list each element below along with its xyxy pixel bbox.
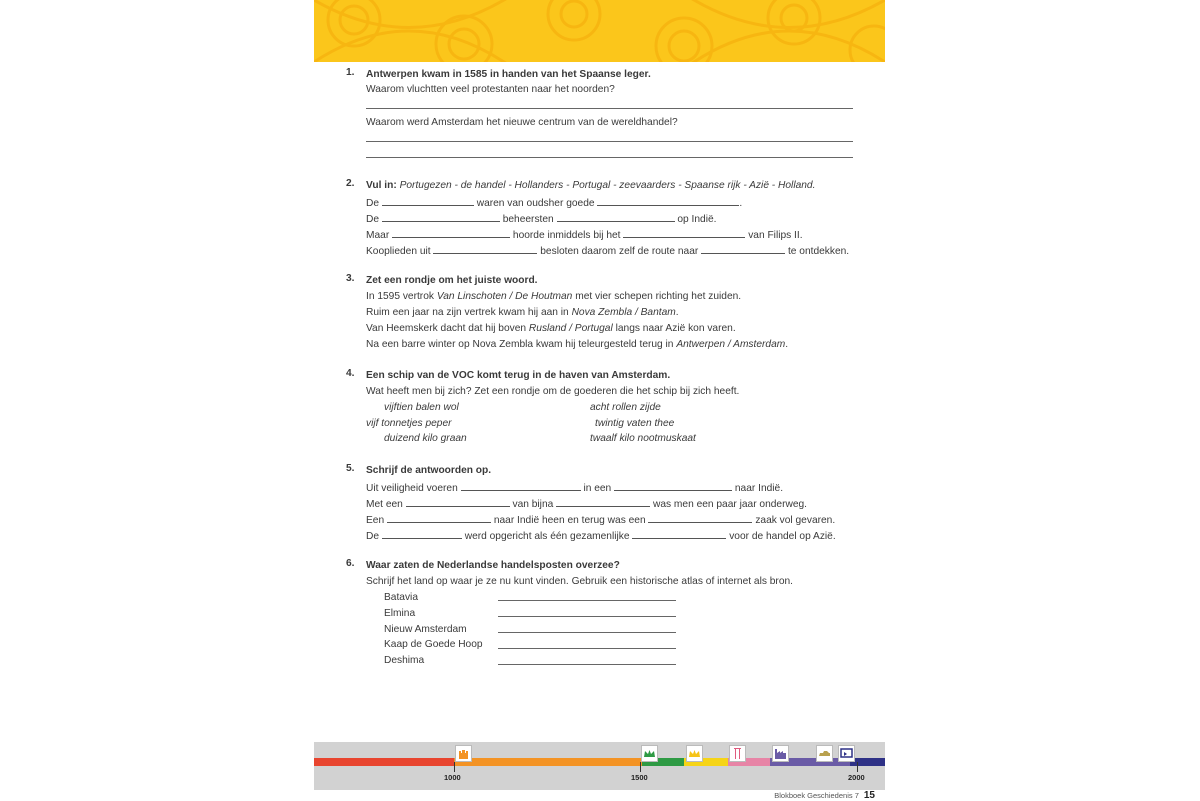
question-prompt: Waarom vluchtten veel protestanten naar het noorden?	[366, 84, 615, 95]
sentence-text: waren van oudsher goede	[476, 198, 595, 209]
fill-in-sentence	[366, 210, 716, 226]
blank-field[interactable]	[623, 226, 745, 238]
sentence-text: Een	[366, 515, 385, 526]
question-number: 6.	[346, 558, 355, 569]
question-number: 2.	[346, 178, 355, 189]
page-number: 15	[863, 790, 875, 801]
answer-line[interactable]	[498, 616, 676, 617]
question-prompt: Wat heeft men bij zich? Zet een rondje om de goederen die het schip bij zich heeft.	[366, 386, 740, 397]
question-number: 1.	[346, 67, 355, 78]
fill-in-sentence	[366, 226, 803, 242]
history-timeline	[314, 742, 885, 790]
choice-options[interactable]: Van Linschoten / De Houtman	[436, 291, 573, 302]
fill-in-sentence	[366, 242, 849, 258]
question-number: 5.	[346, 463, 355, 474]
answer-line[interactable]	[498, 632, 676, 633]
trading-post-label: Elmina	[384, 608, 416, 619]
sentence-text: .	[675, 307, 679, 318]
question-title-line	[366, 178, 815, 194]
blank-field[interactable]	[648, 511, 752, 523]
blank-field[interactable]	[461, 479, 581, 491]
tick-mark	[454, 762, 455, 772]
blank-field[interactable]	[701, 242, 785, 254]
sentence-text: te ontdekken.	[787, 246, 850, 257]
trading-post-label: Nieuw Amsterdam	[384, 624, 467, 635]
sentence-text: Ruim een jaar na zijn vertrek kwam hij aan in	[366, 307, 569, 318]
question-title: Antwerpen kwam in 1585 in handen van het Spaanse leger.	[366, 69, 651, 80]
sentence-text: .	[739, 198, 743, 209]
tick-mark	[640, 762, 641, 772]
sentence-text: was men een paar jaar onderweg.	[652, 499, 808, 510]
tick-mark	[857, 762, 858, 772]
blank-field[interactable]	[382, 527, 462, 539]
question-number: 3.	[346, 273, 355, 284]
sentence-text: van bijna	[512, 499, 554, 510]
goods-option[interactable]: twintig vaten thee	[595, 418, 675, 429]
sentence-text: De	[366, 198, 380, 209]
blank-field[interactable]	[392, 226, 510, 238]
sentence-text: Maar	[366, 230, 390, 241]
sentence-text: Met een	[366, 499, 403, 510]
blank-field[interactable]	[632, 527, 726, 539]
answer-line[interactable]	[366, 157, 853, 158]
sentence-text: Van Heemskerk dacht dat hij boven	[366, 323, 527, 334]
fill-in-sentence	[366, 479, 783, 495]
fill-in-sentence	[366, 511, 835, 527]
sentence-text: hoorde inmiddels bij het	[512, 230, 621, 241]
timeline-label: 1500	[631, 773, 648, 782]
blank-field[interactable]	[406, 495, 510, 507]
sentence-text: Uit veiligheid voeren	[366, 483, 458, 494]
fill-in-sentence	[366, 194, 742, 210]
question-title: Vul in:	[366, 180, 397, 191]
guillotine-icon	[729, 745, 746, 762]
fill-in-sentence	[366, 495, 807, 511]
sentence-text: werd opgericht als één gezamenlijke	[464, 531, 630, 542]
goods-option[interactable]: twaalf kilo nootmuskaat	[590, 433, 696, 444]
book-title: Blokboek Geschiedenis 7	[774, 791, 859, 800]
trading-post-label: Deshima	[384, 655, 425, 666]
sentence-text: langs naar Azië kon varen.	[615, 323, 736, 334]
choice-sentence	[366, 305, 679, 321]
sentence-text: naar Indië heen en terug was een	[493, 515, 646, 526]
choice-sentence	[366, 337, 788, 353]
trading-post-label: Kaap de Goede Hoop	[384, 639, 483, 650]
blank-field[interactable]	[557, 210, 675, 222]
timeline-segment	[850, 758, 885, 766]
castle-icon	[455, 745, 472, 762]
car-icon	[816, 745, 833, 762]
fill-in-sentence	[366, 527, 836, 543]
question-number: 4.	[346, 368, 355, 379]
choice-options[interactable]: Antwerpen / Amsterdam	[676, 339, 786, 350]
workbook-page	[314, 0, 885, 800]
question-title: Een schip van de VOC komt terug in de haven van Amsterdam.	[366, 370, 671, 381]
sentence-text: naar Indië.	[734, 483, 784, 494]
blank-field[interactable]	[382, 210, 500, 222]
blank-field[interactable]	[433, 242, 537, 254]
question-title: Waar zaten de Nederlandse handelsposten overzee?	[366, 560, 620, 571]
question-prompt: Schrijf het land op waar je ze nu kunt vinden. Gebruik een historische atlas of internet als bron.	[366, 576, 793, 587]
choice-options[interactable]: Rusland / Portugal	[528, 323, 613, 334]
question-title: Schrijf de antwoorden op.	[366, 465, 492, 476]
timeline-label: 2000	[848, 773, 865, 782]
sentence-text: In 1595 vertrok	[366, 291, 434, 302]
blank-field[interactable]	[614, 479, 732, 491]
blank-field[interactable]	[597, 194, 739, 206]
answer-line[interactable]	[498, 664, 676, 665]
crown-icon	[686, 745, 703, 762]
sentence-text: op Indië.	[677, 214, 717, 225]
sentence-text: beheersten	[502, 214, 554, 225]
sentence-text: De	[366, 214, 380, 225]
sentence-text: Na een barre winter op Nova Zembla kwam hij teleurgesteld terug in	[366, 339, 674, 350]
question-title: Zet een rondje om het juiste woord.	[366, 275, 538, 286]
word-bank: Portugezen - de handel - Hollanders - Portugal - zeevaarders - Spaanse rijk - Azië - Holland.	[399, 180, 816, 191]
answer-line[interactable]	[498, 648, 676, 649]
choice-options[interactable]: Nova Zembla / Bantam	[571, 307, 676, 318]
sentence-text: zaak vol gevaren.	[755, 515, 836, 526]
factory-icon	[772, 745, 789, 762]
sentence-text: .	[785, 339, 789, 350]
answer-line[interactable]	[498, 600, 676, 601]
question-prompt: Waarom werd Amsterdam het nieuwe centrum van de wereldhandel?	[366, 117, 678, 128]
sentence-text: voor de handel op Azië.	[729, 531, 836, 542]
page-footer	[774, 790, 875, 801]
sentence-text: Kooplieden uit	[366, 246, 431, 257]
timeline-segment	[314, 758, 454, 766]
blank-field[interactable]	[387, 511, 491, 523]
blank-field[interactable]	[382, 194, 474, 206]
answer-line[interactable]	[366, 141, 853, 142]
blank-field[interactable]	[556, 495, 650, 507]
choice-sentence	[366, 289, 741, 305]
sentence-text: besloten daarom zelf de route naar	[540, 246, 699, 257]
goods-option[interactable]: vijftien balen wol	[384, 402, 459, 413]
goods-option[interactable]: acht rollen zijde	[590, 402, 661, 413]
sentence-text: De	[366, 531, 380, 542]
goods-option[interactable]: vijf tonnetjes peper	[366, 418, 452, 429]
choice-sentence	[366, 321, 736, 337]
trading-post-label: Batavia	[384, 592, 418, 603]
timeline-label: 1000	[444, 773, 461, 782]
timeline-segment	[454, 758, 642, 766]
crown-icon	[641, 745, 658, 762]
sentence-text: met vier schepen richting het zuiden.	[575, 291, 742, 302]
sentence-text: van Filips II.	[748, 230, 803, 241]
sentence-text: in een	[583, 483, 612, 494]
screen-icon	[838, 745, 855, 762]
goods-option[interactable]: duizend kilo graan	[384, 433, 467, 444]
answer-line[interactable]	[366, 108, 853, 109]
